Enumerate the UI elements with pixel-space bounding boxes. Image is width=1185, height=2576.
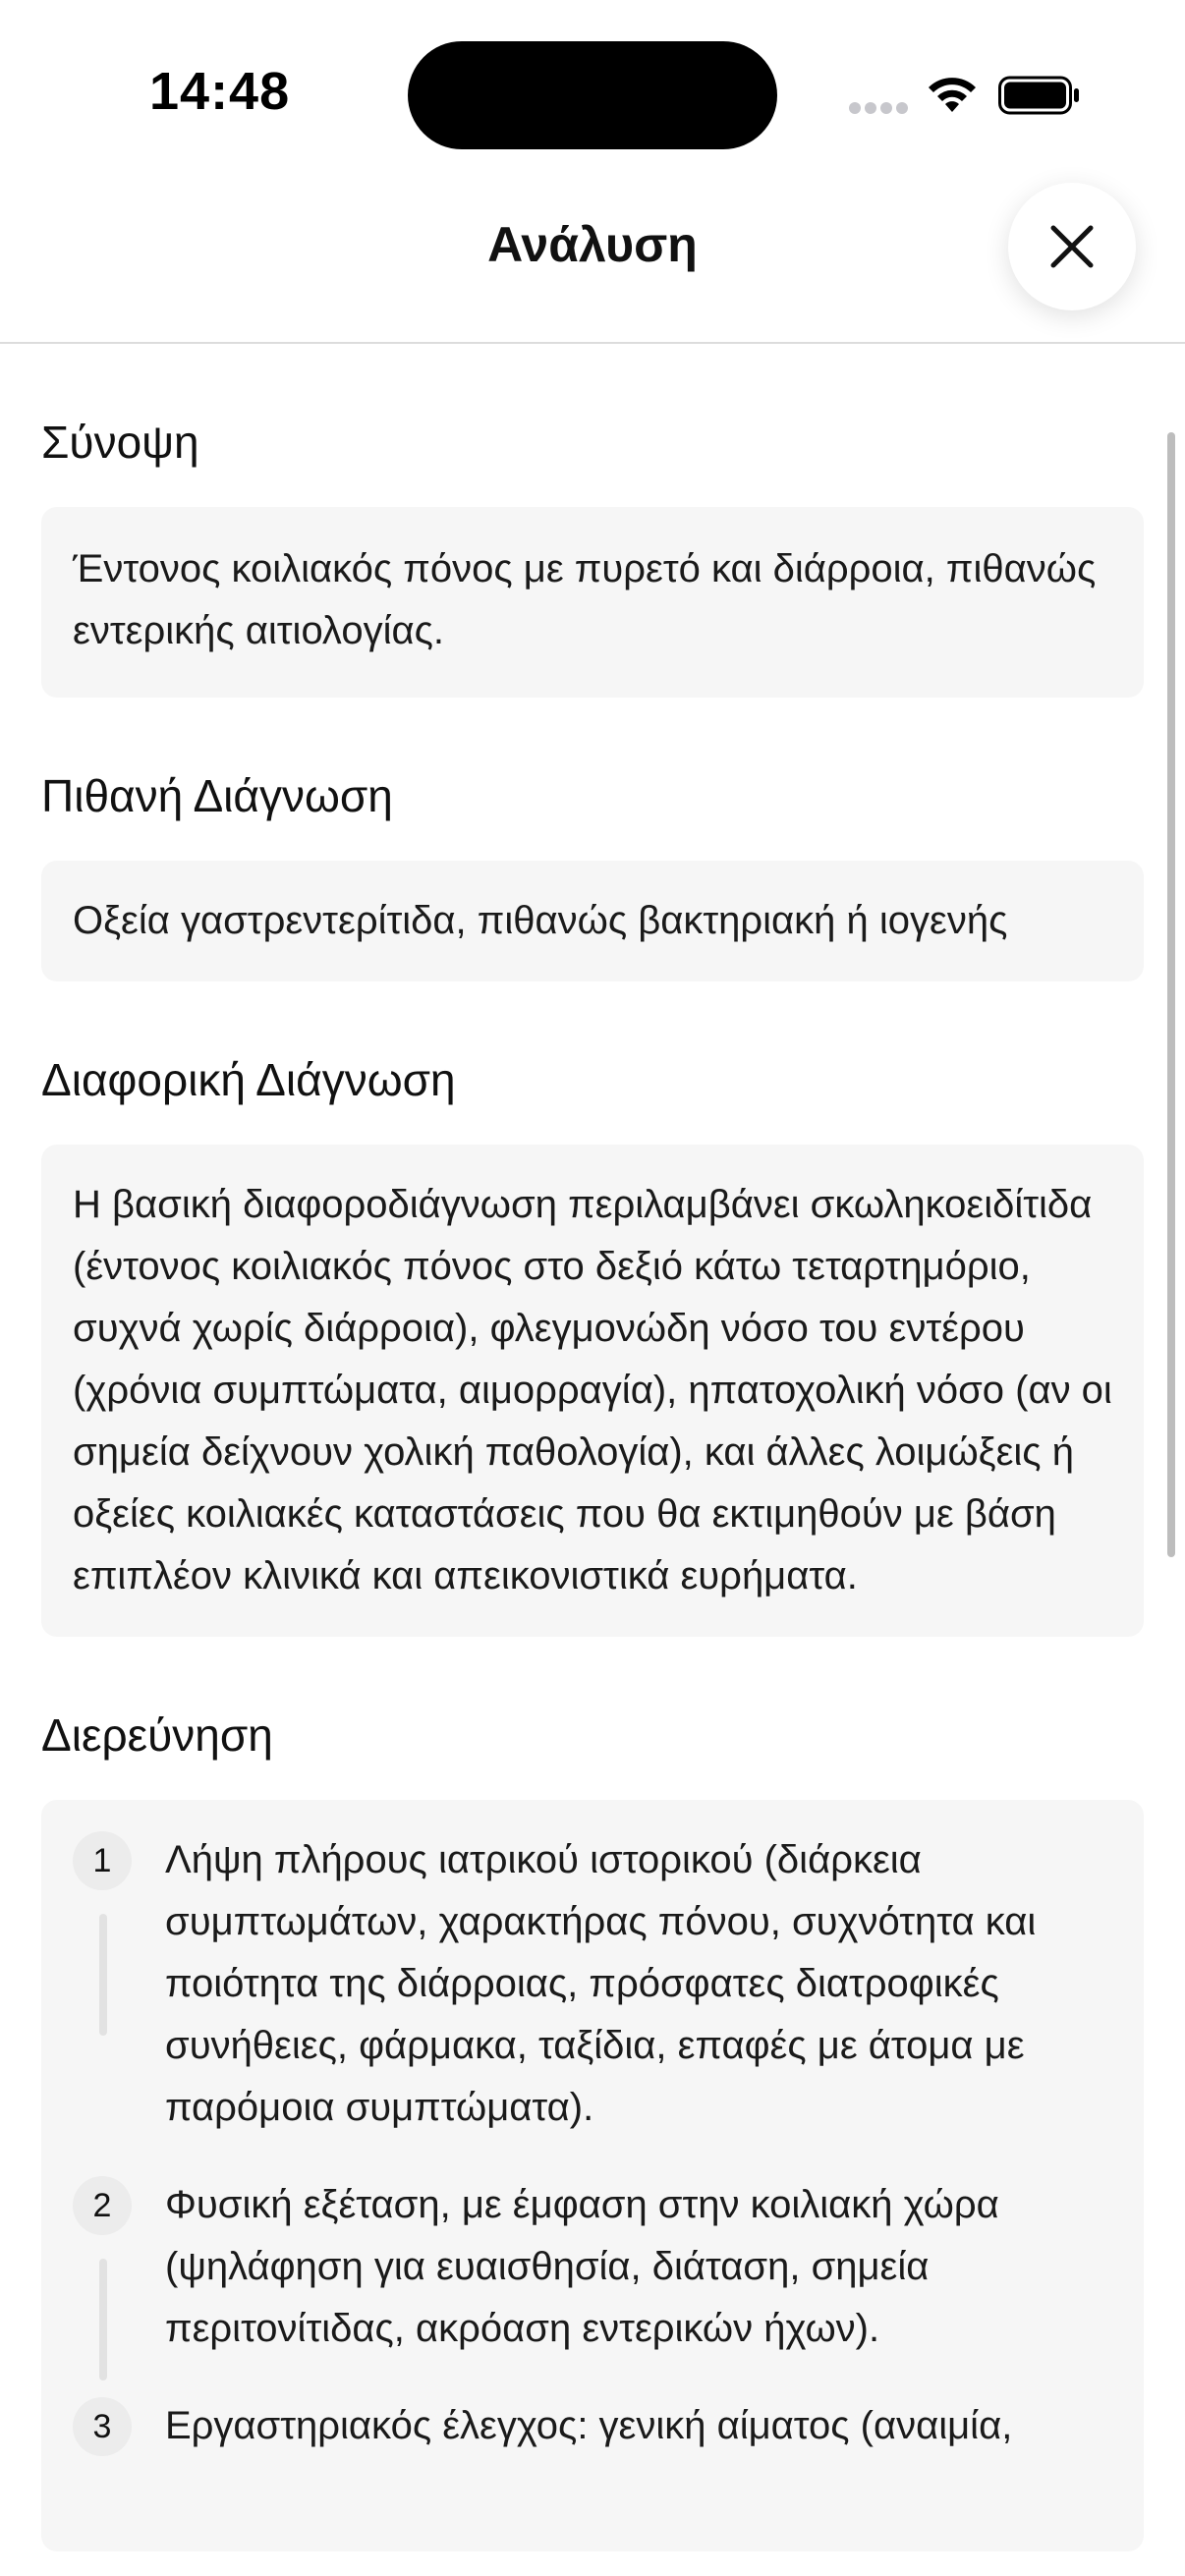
page-title: Ανάλυση bbox=[487, 217, 698, 272]
step-text: Εργαστηριακός έλεγχος: γενική αίματος (αναιμία, bbox=[165, 2404, 1013, 2447]
step-connector-line bbox=[99, 1914, 107, 2036]
step-connector-line bbox=[99, 2259, 107, 2380]
step-number-badge: 2 bbox=[73, 2176, 132, 2235]
probable-diagnosis-text: Οξεία γαστρεντερίτιδα, πιθανώς βακτηριακή ή ιογενής bbox=[41, 861, 1144, 981]
probable-diagnosis-title: Πιθανή Διάγνωση bbox=[41, 770, 393, 821]
summary-text: Έντονος κοιλιακός πόνος με πυρετό και διάρροια, πιθανώς εντερικής αιτιολογίας. bbox=[41, 507, 1144, 698]
step-text: Λήψη πλήρους ιατρικού ιστορικού (διάρκεια συμπτωμάτων, χαρακτήρας πόνου, συχνότητα και ποιότητα της διάρροιας, πρόσφατες διατροφικές συνήθειες, φάρμακα, ταξίδια, επαφές με άτομα με παρόμοια συμπτώματα). bbox=[165, 1838, 1037, 2129]
investigation-step bbox=[73, 1829, 1112, 2139]
wifi-icon bbox=[926, 73, 979, 116]
dynamic-island bbox=[408, 41, 777, 149]
summary-title: Σύνοψη bbox=[41, 417, 199, 468]
investigation-title: Διερεύνηση bbox=[41, 1709, 273, 1761]
investigation-steps bbox=[41, 1800, 1144, 2551]
differential-diagnosis-title: Διαφορική Διάγνωση bbox=[41, 1054, 456, 1105]
status-time: 14:48 bbox=[149, 62, 291, 121]
analysis-content bbox=[41, 413, 1144, 2551]
analysis-scroll-view[interactable] bbox=[0, 344, 1185, 2576]
close-button[interactable] bbox=[1008, 183, 1136, 310]
step-number-badge: 3 bbox=[73, 2397, 132, 2456]
step-number-badge: 1 bbox=[73, 1831, 132, 1890]
battery-icon bbox=[998, 75, 1081, 116]
investigation-step bbox=[73, 2174, 1112, 2360]
nav-header bbox=[0, 177, 1185, 344]
step-text: Φυσική εξέταση, με έμφαση στην κοιλιακή χώρα (ψηλάφηση για ευαισθησία, διάταση, σημεία περιτονίτιδας, ακρόαση εντερικών ήχων). bbox=[165, 2183, 999, 2350]
differential-diagnosis-text: Η βασική διαφοροδιάγνωση περιλαμβάνει σκωληκοειδίτιδα (έντονος κοιλιακός πόνος στο δεξιό κάτω τεταρτημόριο, συχνά χωρίς διάρροια), φλεγμονώδη νόσο του εντέρου (χρόνια συμπτώματα, αιμορραγία), ηπατοχολική νόσο (αν οι σημεία δείχνουν χολική παθολογία), και άλλες λοιμώξεις ή οξείες κοιλιακές καταστάσεις που θα εκτιμηθούν με βάση επιπλέον κλινικά και απεικονιστικά ευρήματα. bbox=[41, 1145, 1144, 1637]
scrollbar[interactable] bbox=[1167, 432, 1175, 1557]
investigation-step bbox=[73, 2395, 1112, 2457]
close-icon bbox=[1047, 222, 1097, 271]
cellular-signal-icon bbox=[849, 102, 910, 116]
status-bar bbox=[0, 0, 1185, 177]
